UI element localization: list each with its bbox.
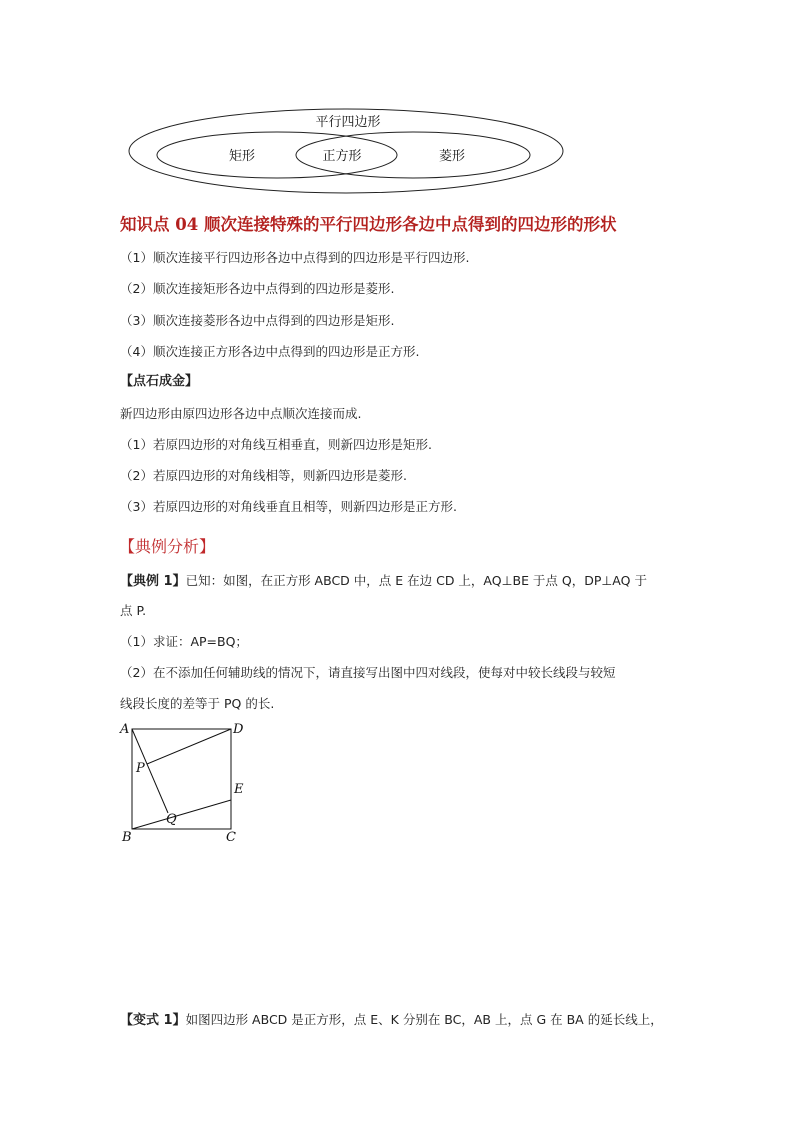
example1-question1: （1）求证：AP=BQ； bbox=[120, 634, 248, 649]
venn-label-square: 正方形 bbox=[322, 149, 362, 164]
square-abcd-figure bbox=[116, 718, 256, 848]
variant1-text: 如图四边形 ABCD 是正方形，点 E、K 分别在 BC，AB 上，点 G 在 BA 的延长线上， bbox=[185, 1012, 663, 1027]
example1-line1 bbox=[120, 572, 647, 591]
quadrilateral-venn-diagram bbox=[126, 106, 566, 196]
venn-label-parallelogram: 平行四边形 bbox=[315, 115, 381, 130]
variant1-line bbox=[120, 1011, 663, 1030]
segment-dp bbox=[147, 729, 231, 764]
section-item-3: （3）顺次连接菱形各边中点得到的四边形是矩形. bbox=[120, 313, 395, 328]
segment-be bbox=[132, 800, 231, 829]
venn-label-rhombus: 菱形 bbox=[438, 149, 466, 164]
tip-intro: 新四边形由原四边形各边中点顺次连接而成. bbox=[120, 406, 362, 421]
venn-label-rectangle: 矩形 bbox=[228, 149, 256, 164]
point-label-q: Q bbox=[166, 812, 177, 827]
tip-item-3: （3）若原四边形的对角线垂直且相等，则新四边形是正方形. bbox=[120, 499, 457, 514]
example1-question2-line2: 线段长度的差等于 PQ 的长. bbox=[120, 696, 275, 711]
tip-item-2: （2）若原四边形的对角线相等，则新四边形是菱形. bbox=[120, 468, 407, 483]
example1-label: 【典例 1】 bbox=[120, 574, 186, 589]
example1-line2: 点 P. bbox=[120, 603, 147, 618]
point-label-a: A bbox=[120, 722, 130, 737]
section-item-1: （1）顺次连接平行四边形各边中点得到的四边形是平行四边形. bbox=[120, 250, 470, 265]
examples-title: 【典例分析】 bbox=[119, 537, 216, 556]
example1-text: 已知：如图，在正方形 ABCD 中，点 E 在边 CD 上，AQ⊥BE 于点 Q，DP⊥AQ 于 bbox=[185, 573, 647, 588]
section-item-2: （2）顺次连接矩形各边中点得到的四边形是菱形. bbox=[120, 281, 395, 296]
tip-item-1: （1）若原四边形的对角线互相垂直，则新四边形是矩形. bbox=[120, 437, 432, 452]
variant1-label: 【变式 1】 bbox=[120, 1013, 186, 1028]
section-item-4: （4）顺次连接正方形各边中点得到的四边形是正方形. bbox=[120, 344, 420, 359]
point-label-c: C bbox=[226, 830, 236, 845]
point-label-b: B bbox=[122, 830, 132, 845]
section-heading: 知识点 04 顺次连接特殊的平行四边形各边中点得到的四边形的形状 bbox=[120, 215, 617, 234]
tip-label: 【点石成金】 bbox=[120, 374, 199, 389]
point-label-e: E bbox=[234, 782, 244, 797]
example1-question2-line1: （2）在不添加任何辅助线的情况下，请直接写出图中四对线段，使每对中较长线段与较短 bbox=[120, 665, 616, 680]
point-label-p: P bbox=[136, 761, 145, 776]
point-label-d: D bbox=[233, 722, 244, 737]
